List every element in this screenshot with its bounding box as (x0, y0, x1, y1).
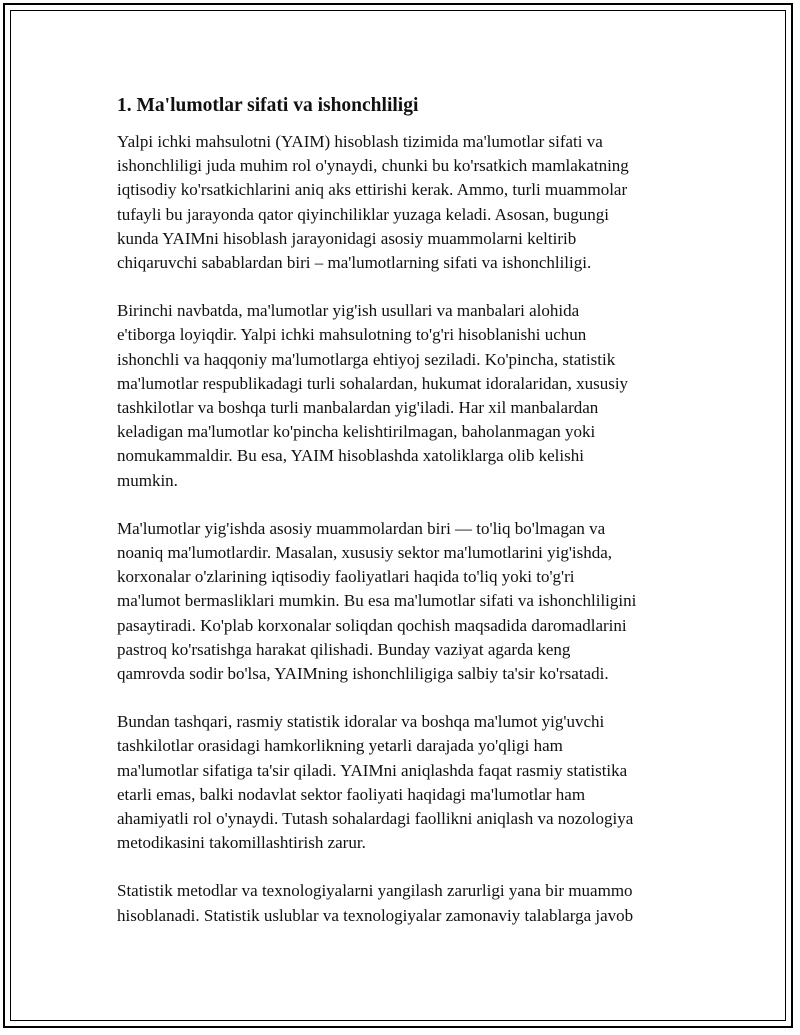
text-line: chiqaruvchi sabablardan biri – ma'lumotlarning sifati va ishonchliligi. (117, 253, 592, 273)
text-line: e'tiborga loyiqdir. Yalpi ichki mahsulotning to'g'ri hisoblanishi uchun (117, 325, 587, 345)
text-line: ma'lumotlar respublikadagi turli sohalardan, hukumat idoralaridan, xususiy (117, 373, 629, 393)
paragraph (117, 299, 687, 493)
text-line: kunda YAIMni hisoblash jarayonidagi asosiy muammolarni keltirib (117, 228, 577, 248)
section-heading: 1. Ma'lumotlar sifati va ishonchliligi (117, 95, 419, 116)
text-line: korxonalar o'zlarining iqtisodiy faoliyatlari haqida to'liq yoki to'g'ri (117, 567, 575, 587)
text-line: tufayli bu jarayonda qator qiyinchiliklar yuzaga keladi. Asosan, bugungi (117, 204, 609, 224)
document-body (117, 92, 687, 952)
text-line: qamrovda sodir bo'lsa, YAIMning ishonchliligiga salbiy ta'sir ko'rsatadi. (117, 664, 609, 684)
text-line: ishonchliligi juda muhim rol o'ynaydi, chunki bu ko'rsatkich mamlakatning (117, 156, 629, 176)
text-line: pasaytiradi. Ko'plab korxonalar soliqdan qochish maqsadida daromadlarini (117, 615, 627, 635)
paragraph (117, 130, 687, 275)
text-line: Statistik metodlar va texnologiyalarni yangilash zarurligi yana bir muammo (117, 881, 633, 901)
text-line: ma'lumotlar sifatiga ta'sir qiladi. YAIMni aniqlashda faqat rasmiy statistika (117, 760, 628, 780)
text-line: nomukammaldir. Bu esa, YAIM hisoblashda xatoliklarga olib kelishi (117, 446, 584, 466)
text-line: pastroq ko'rsatishga harakat qilishadi. Bunday vaziyat agarda keng (117, 639, 571, 659)
paragraph (117, 710, 687, 855)
text-line: Yalpi ichki mahsulotni (YAIM) hisoblash tizimida ma'lumotlar sifati va (117, 132, 603, 151)
text-line: Bundan tashqari, rasmiy statistik idoralar va boshqa ma'lumot yig'uvchi (117, 712, 605, 732)
text-line: Birinchi navbatda, ma'lumotlar yig'ish usullari va manbalari alohida (117, 301, 580, 321)
text-line: ishonchli va haqqoniy ma'lumotlarga ehtiyoj seziladi. Ko'pincha, statistik (117, 349, 616, 369)
text-line: etarli emas, balki nodavlat sektor faoliyati haqidagi ma'lumotlar ham (117, 784, 586, 804)
text-line: iqtisodiy ko'rsatkichlarini aniq aks ettirishi kerak. Ammo, turli muammolar (117, 180, 628, 200)
text-line: ma'lumot bermasliklari mumkin. Bu esa ma'lumotlar sifati va ishonchliligini (117, 591, 637, 611)
text-line: keladigan ma'lumotlar ko'pincha kelishtirilmagan, baholanmagan yoki (117, 422, 596, 442)
text-line: tashkilotlar va boshqa turli manbalardan yig'iladi. Har xil manbalardan (117, 398, 599, 418)
paragraph-list (117, 130, 687, 928)
paragraph (117, 879, 687, 927)
paragraph (117, 517, 687, 686)
text-line: ahamiyatli rol o'ynaydi. Tutash sohalardagi faollikni aniqlash va nozologiya (117, 809, 634, 829)
text-line: mumkin. (117, 470, 178, 490)
text-line: metodikasini takomillashtirish zarur. (117, 833, 366, 853)
text-line: noaniq ma'lumotlardir. Masalan, xususiy sektor ma'lumotlarini yig'ishda, (117, 543, 613, 563)
text-line: tashkilotlar orasidagi hamkorlikning yetarli darajada yo'qligi ham (117, 736, 563, 756)
text-line: Ma'lumotlar yig'ishda asosiy muammolardan biri — to'liq bo'lmagan va (117, 518, 606, 538)
text-line: hisoblanadi. Statistik uslublar va texnologiyalar zamonaviy talablarga javob (117, 905, 634, 925)
